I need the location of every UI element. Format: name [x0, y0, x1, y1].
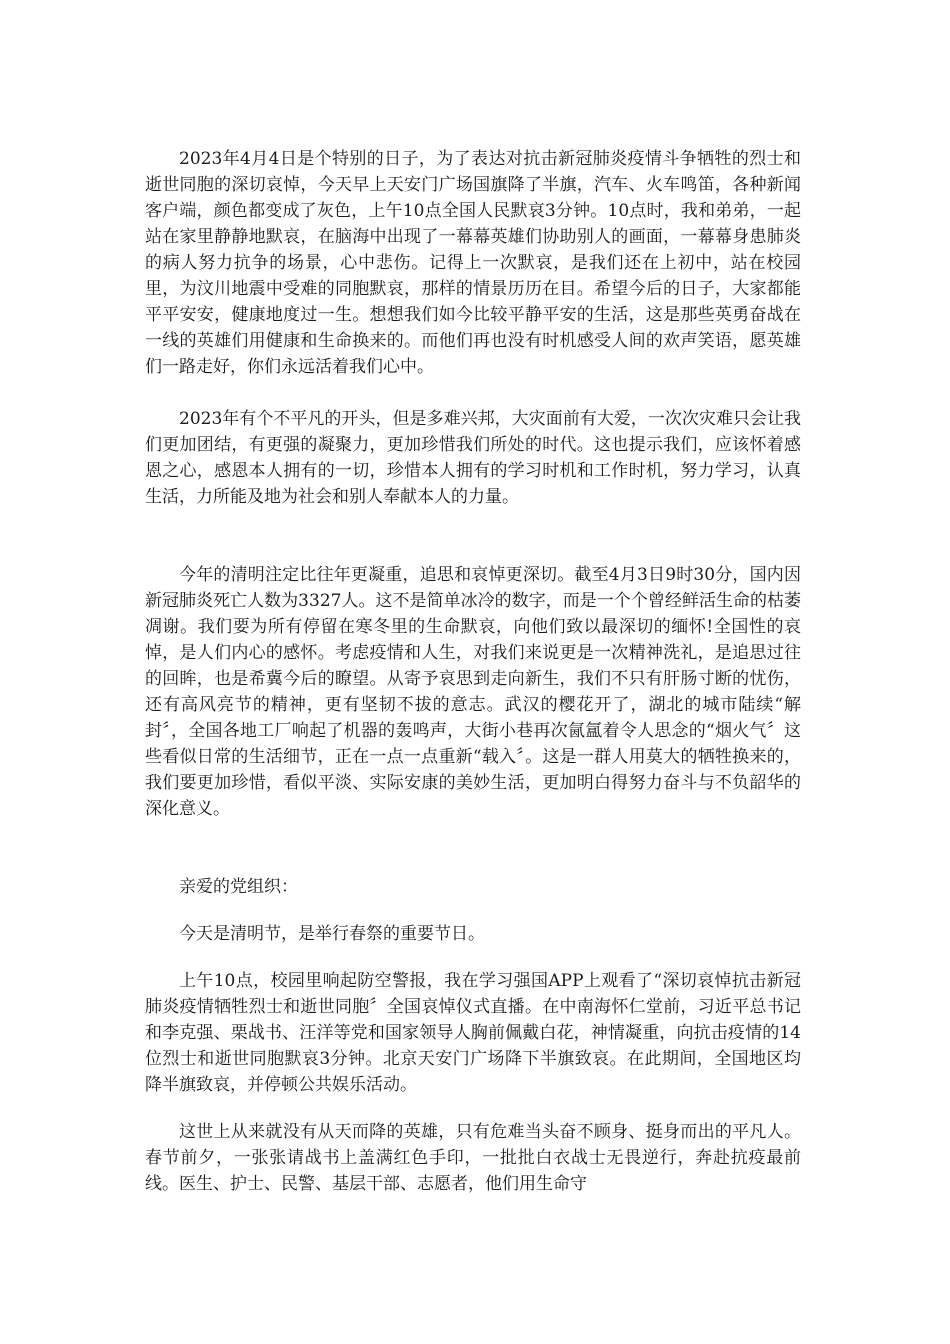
paragraph-gratitude: 2023年有个不平凡的开头，但是多难兴邦，大灾面前有大爱，一次次灾难只会让我们更加团结，有更强的凝聚力，更加珍惜我们所处的时代。这也提示我们，应该怀着感恩之心，感恩本人拥有的一切，珍惜本人拥有的学习时机和工作时机，努力学习，认真生活，力所能及地为社会和别人奉献本人的力量。	[145, 409, 801, 507]
paragraph-memorial-day: 2023年4月4日是个特别的日子，为了表达对抗击新冠肺炎疫情斗争牺牲的烈士和逝世同胞的深切哀悼，今天早上天安门广场国旗降了半旗，汽车、火车鸣笛，各种新闻客户端，颜色都变成了灰色，上午10点全国人民默哀3分钟。10点时，我和弟弟，一起站在家里静静地默哀，在脑海中出现了一幕幕英雄们协助别人的画面，一幕幕身患肺炎的病人努力抗争的场景，心中悲伤。记得上一次默哀，是我们还在上初中，站在校园里，为汶川地震中受难的同胞默哀，那样的情景历历在目。希望今后的日子，大家都能平平安安，健康地度过一生。想想我们如今比较平静平安的生活，这是那些英勇奋战在一线的英雄们用健康和生命换来的。而他们再也没有时机感受人间的欢声笑语，愿英雄们一路走好，你们永远活着我们心中。	[145, 149, 801, 377]
letter-salutation: 亲爱的党组织：	[179, 877, 298, 897]
paragraph-ceremony: 上午10点，校园里响起防空警报，我在学习强国APP上观看了“深切哀悼抗击新冠肺炎疫情牺牲烈士和逝世同胞〞全国哀悼仪式直播。在中南海怀仁堂前，习近平总书记和李克强、栗战书、汪洋等党和国家领导人胸前佩戴白花，神情凝重，向抗击疫情的14位烈士和逝世同胞默哀3分钟。北京天安门广场降下半旗致哀。在此期间，全国地区均降半旗致哀，并停顿公共娱乐活动。	[145, 971, 801, 1095]
paragraph-festival: 今天是清明节，是举行春祭的重要节日。	[179, 924, 485, 944]
paragraph-heroes: 这世上从来就没有从天而降的英雄，只有危难当头奋不顾身、挺身而出的平凡人。春节前夕，一张张请战书上盖满红色手印，一批批白衣战士无畏逆行，奔赴抗疫最前线。医生、护士、民警、基层干部、志愿者，他们用生命守	[145, 1122, 801, 1194]
document-body	[145, 146, 801, 1197]
paragraph-qingming: 今年的清明注定比往年更凝重，追思和哀悼更深切。截至4月3日9时30分，国内因新冠肺炎死亡人数为3327人。这不是简单冰冷的数字，而是一个个曾经鲜活生命的枯萎凋谢。我们要为所有停留在寒冬里的生命默哀，向他们致以最深切的缅怀!全国性的哀悼，是人们内心的感怀。考虑疫情和人生，对我们来说更是一次精神洗礼，是追思过往的回眸，也是希冀今后的瞭望。从寄予哀思到走向新生，我们不只有肝肠寸断的忧伤，还有高风亮节的精神，更有坚韧不拔的意志。武汉的樱花开了，湖北的城市陆续“解封〞，全国各地工厂响起了机器的轰鸣声，大街小巷再次氤氲着令人思念的“烟火气〞这些看似日常的生活细节，正在一点一点重新“载入〞。这是一群人用莫大的牺牲换来的，我们要更加珍惜，看似平淡、实际安康的美妙生活，更加明白得努力奋斗与不负韶华的深化意义。	[145, 565, 801, 819]
